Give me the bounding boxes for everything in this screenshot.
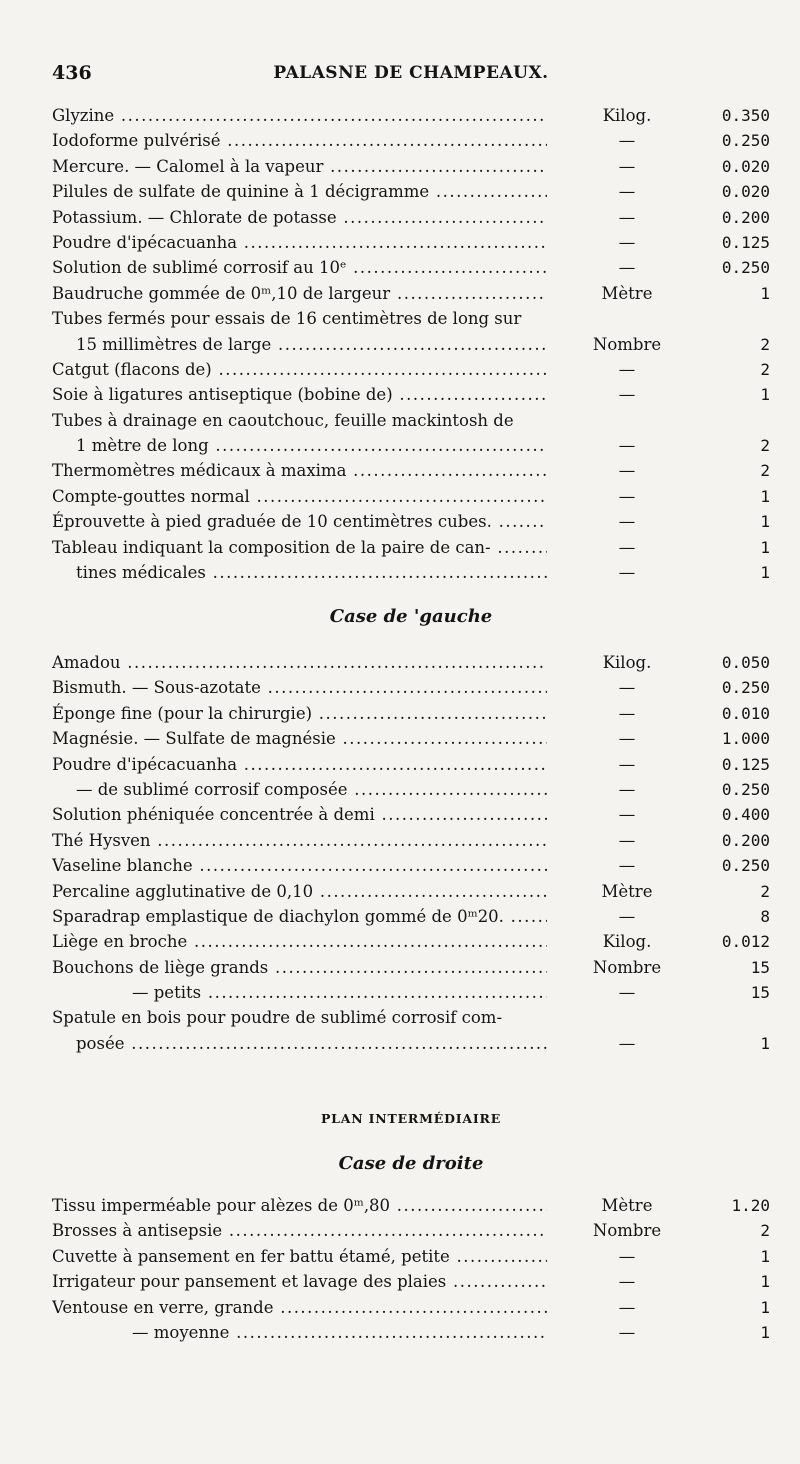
item-description xyxy=(52,853,547,878)
dot-leader xyxy=(193,856,547,875)
item-description-text: Tableau indiquant la composition de la paire de can- xyxy=(52,537,491,557)
item-description xyxy=(52,828,547,853)
item-quantity: 1 xyxy=(760,1272,770,1292)
list-item xyxy=(52,726,770,751)
item-quantity: 0.250 xyxy=(721,779,770,799)
subtitle-case-gauche: Case de 'gauche xyxy=(329,606,493,627)
item-description-text: Baudruche gommée de 0ᵐ,10 de largeur xyxy=(52,283,391,303)
dot-leader xyxy=(491,538,547,557)
dot-leader xyxy=(209,436,547,455)
list-item xyxy=(52,382,770,407)
dot-leader xyxy=(336,729,547,748)
item-unit: Nombre xyxy=(592,957,662,977)
list-item xyxy=(52,701,770,726)
item-description-text: Compte-gouttes normal xyxy=(52,486,250,506)
item-quantity: 0.125 xyxy=(721,754,770,774)
list-item xyxy=(52,1193,770,1218)
item-quantity: 15 xyxy=(750,957,770,977)
item-description-text: Magnésie. — Sulfate de magnésie xyxy=(52,729,336,749)
list-item xyxy=(52,675,770,700)
list-item xyxy=(52,306,770,331)
item-unit: — xyxy=(618,1033,636,1053)
item-description xyxy=(52,560,547,585)
item-unit: — xyxy=(618,436,636,456)
list-item xyxy=(52,255,770,280)
dot-leader xyxy=(390,1196,547,1215)
item-description-text: Brosses à antisepsie xyxy=(52,1221,223,1241)
dot-leader xyxy=(450,1247,547,1266)
item-description xyxy=(52,382,547,407)
dot-leader xyxy=(114,106,547,125)
plan-intermediaire-title: PLAN INTERMÉDIAIRE xyxy=(320,1111,502,1126)
dot-leader xyxy=(268,958,547,977)
item-unit: — xyxy=(618,805,636,825)
item-description xyxy=(52,281,547,306)
item-quantity: 0.010 xyxy=(721,703,770,723)
dot-leader xyxy=(390,284,547,303)
item-unit: — xyxy=(618,754,636,774)
item-description xyxy=(52,802,547,827)
item-description xyxy=(52,509,547,534)
item-quantity: 0.250 xyxy=(721,258,770,278)
item-description-text: Thermomètres médicaux à maxima xyxy=(52,461,347,481)
list-item xyxy=(52,955,770,980)
item-quantity: 2 xyxy=(760,461,770,481)
item-description xyxy=(52,1193,547,1218)
item-quantity: 1 xyxy=(760,1033,770,1053)
item-unit: — xyxy=(618,1322,636,1342)
item-unit: Kilog. xyxy=(602,653,652,672)
dot-leader xyxy=(151,831,547,850)
item-description-text: Bismuth. — Sous-azotate xyxy=(52,678,261,698)
item-unit: — xyxy=(618,563,636,583)
item-description-text: Pilules de sulfate de quinine à 1 décigramme xyxy=(52,182,430,202)
item-list-case-droite xyxy=(52,1193,770,1345)
list-item xyxy=(52,433,770,458)
list-item xyxy=(52,1244,770,1269)
list-item xyxy=(52,802,770,827)
item-description-text: — petits xyxy=(132,983,202,1003)
item-description-text: Spatule en bois pour poudre de sublimé corrosif com- xyxy=(52,1008,503,1028)
item-description xyxy=(52,701,547,726)
item-unit: — xyxy=(618,232,636,252)
item-description xyxy=(52,929,547,954)
list-item xyxy=(52,650,770,675)
item-unit: — xyxy=(618,258,636,278)
item-description xyxy=(52,535,547,560)
item-description-text: Glyzine xyxy=(52,106,115,125)
page-header xyxy=(52,62,770,90)
item-description xyxy=(52,205,547,230)
dot-leader xyxy=(125,1034,548,1053)
item-unit: — xyxy=(618,1246,636,1266)
item-description xyxy=(52,1244,547,1269)
item-description xyxy=(52,752,547,777)
list-item xyxy=(52,230,770,255)
list-item xyxy=(52,408,770,433)
item-quantity: 0.200 xyxy=(721,830,770,850)
item-description xyxy=(52,1295,547,1320)
list-item xyxy=(52,1218,770,1243)
dot-leader xyxy=(346,258,547,277)
item-description xyxy=(52,879,547,904)
dot-leader xyxy=(337,208,547,227)
item-description xyxy=(52,955,547,980)
item-unit: — xyxy=(618,385,636,405)
item-description-text: Bouchons de liège grands xyxy=(52,957,269,977)
item-description-text: Tissu imperméable pour alèzes de 0ᵐ,80 xyxy=(52,1196,391,1215)
item-description xyxy=(52,179,547,204)
item-quantity: 1.000 xyxy=(721,729,770,749)
item-description xyxy=(52,103,547,128)
item-description xyxy=(52,675,547,700)
item-description xyxy=(52,154,547,179)
dot-leader xyxy=(212,360,547,379)
dot-leader xyxy=(393,385,547,404)
item-description xyxy=(52,1269,547,1294)
list-item xyxy=(52,179,770,204)
dot-leader xyxy=(220,131,547,150)
item-description xyxy=(52,128,547,153)
list-item xyxy=(52,458,770,483)
item-quantity: 8 xyxy=(760,906,770,926)
dot-leader xyxy=(222,1221,547,1240)
list-item xyxy=(52,777,770,802)
dot-leader xyxy=(492,512,547,531)
item-quantity: 2 xyxy=(760,334,770,354)
item-description xyxy=(52,1005,770,1030)
list-item xyxy=(52,853,770,878)
item-quantity: 1 xyxy=(760,1246,770,1266)
item-unit: — xyxy=(618,486,636,506)
dot-leader xyxy=(273,1298,547,1317)
item-description-text: Cuvette à pansement en fer battu étamé, petite xyxy=(52,1246,450,1266)
list-item xyxy=(52,484,770,509)
item-quantity: 0.050 xyxy=(721,653,770,672)
item-unit: Nombre xyxy=(592,334,662,354)
item-unit: Kilog. xyxy=(602,106,652,125)
list-item xyxy=(52,1320,770,1345)
running-title: PALASNE DE CHAMPEAUX. xyxy=(273,63,549,83)
item-quantity: 0.400 xyxy=(721,805,770,825)
item-description-text: Sparadrap emplastique de diachylon gommé de 0ᵐ20. xyxy=(52,906,504,926)
dot-leader xyxy=(429,182,547,201)
item-description xyxy=(52,1218,547,1243)
item-description xyxy=(52,484,547,509)
item-description xyxy=(52,433,547,458)
item-description xyxy=(52,1031,547,1056)
dot-leader xyxy=(375,805,547,824)
item-description xyxy=(52,306,770,331)
item-quantity: 0.020 xyxy=(721,156,770,176)
item-description-text: Percaline agglutinative de 0,10 xyxy=(52,881,314,901)
item-quantity: 1 xyxy=(760,537,770,557)
list-item xyxy=(52,128,770,153)
dot-leader xyxy=(313,882,547,901)
item-description-text: Éprouvette à pied graduée de 10 centimètres cubes. xyxy=(52,512,492,532)
item-unit: — xyxy=(618,1297,636,1317)
item-quantity: 15 xyxy=(750,983,770,1003)
list-item xyxy=(52,205,770,230)
item-quantity: 0.020 xyxy=(721,182,770,202)
dot-leader xyxy=(346,461,547,480)
item-description xyxy=(52,255,547,280)
list-item xyxy=(52,560,770,585)
item-description-text: Solution phéniquée concentrée à demi xyxy=(52,805,375,825)
item-description-text: Éponge fine (pour la chirurgie) xyxy=(52,703,313,723)
dot-leader xyxy=(187,932,547,951)
item-quantity: 2 xyxy=(760,359,770,379)
item-description xyxy=(52,357,547,382)
list-item xyxy=(52,332,770,357)
list-item xyxy=(52,357,770,382)
item-unit: Mètre xyxy=(601,881,653,901)
item-description-text: Amadou xyxy=(52,653,121,672)
item-unit: — xyxy=(618,156,636,176)
item-description-text: Ventouse en verre, grande xyxy=(52,1297,274,1317)
list-item xyxy=(52,103,770,128)
item-quantity: 1 xyxy=(760,283,770,303)
item-quantity: 1 xyxy=(760,512,770,532)
item-description xyxy=(52,408,770,433)
item-description xyxy=(52,230,547,255)
item-description-text: — moyenne xyxy=(132,1322,230,1342)
item-quantity: 1 xyxy=(760,563,770,583)
subtitle-case-droite: Case de droite xyxy=(338,1153,484,1174)
item-unit: — xyxy=(618,856,636,876)
item-unit: — xyxy=(618,906,636,926)
dot-leader xyxy=(312,704,547,723)
dot-leader xyxy=(271,335,547,354)
list-item xyxy=(52,281,770,306)
list-item xyxy=(52,828,770,853)
item-quantity: 1 xyxy=(760,1297,770,1317)
item-description xyxy=(52,458,547,483)
item-quantity: 0.250 xyxy=(721,678,770,698)
item-unit: — xyxy=(618,779,636,799)
item-description-text: 15 millimètres de large xyxy=(76,334,272,354)
item-unit: — xyxy=(618,182,636,202)
item-unit: — xyxy=(618,983,636,1003)
list-item xyxy=(52,1269,770,1294)
item-description-text: Poudre d'ipécacuanha xyxy=(52,754,238,774)
item-unit: — xyxy=(618,537,636,557)
list-item xyxy=(52,879,770,904)
list-item xyxy=(52,1031,770,1056)
page-number: 436 xyxy=(52,62,92,84)
item-quantity: 1.20 xyxy=(731,1196,770,1215)
dot-leader xyxy=(201,983,547,1002)
item-quantity: 2 xyxy=(760,1221,770,1241)
item-description-text: Liège en broche xyxy=(52,932,188,952)
list-item xyxy=(52,929,770,954)
dot-leader xyxy=(261,678,547,697)
dot-leader xyxy=(446,1272,547,1291)
item-quantity: 0.125 xyxy=(721,232,770,252)
item-description xyxy=(52,726,547,751)
list-item xyxy=(52,535,770,560)
list-item xyxy=(52,980,770,1005)
item-description xyxy=(52,650,547,675)
item-unit: Mètre xyxy=(601,1196,653,1215)
item-unit: — xyxy=(618,461,636,481)
dot-leader xyxy=(206,563,547,582)
list-item xyxy=(52,904,770,929)
item-description-text: Catgut (flacons de) xyxy=(52,359,212,379)
item-description-text: Mercure. — Calomel à la vapeur xyxy=(52,156,324,176)
item-quantity: 1 xyxy=(760,385,770,405)
item-description-text: Vaseline blanche xyxy=(52,856,193,876)
dot-leader xyxy=(504,907,547,926)
item-description-text: Potassium. — Chlorate de potasse xyxy=(52,207,337,227)
item-unit: — xyxy=(618,359,636,379)
item-description-text: Iodoforme pulvérisé xyxy=(52,131,221,151)
item-description-text: Irrigateur pour pansement et lavage des plaies xyxy=(52,1272,447,1292)
item-unit: — xyxy=(618,830,636,850)
item-unit: Kilog. xyxy=(602,932,652,952)
item-list-case-gauche xyxy=(52,650,770,1056)
item-quantity: 0.200 xyxy=(721,207,770,227)
item-quantity: 0.250 xyxy=(721,131,770,151)
item-unit: Mètre xyxy=(601,283,653,303)
dot-leader xyxy=(237,233,547,252)
list-item xyxy=(52,154,770,179)
item-unit: — xyxy=(618,729,636,749)
item-quantity: 0.350 xyxy=(721,106,770,125)
list-item xyxy=(52,1295,770,1320)
item-quantity: 2 xyxy=(760,881,770,901)
item-description-text: Soie à ligatures antiseptique (bobine de) xyxy=(52,385,393,405)
item-list-main xyxy=(52,103,770,585)
item-description xyxy=(52,980,547,1005)
item-quantity: 0.012 xyxy=(721,932,770,952)
dot-leader xyxy=(347,780,547,799)
dot-leader xyxy=(121,653,547,672)
item-unit: — xyxy=(618,1272,636,1292)
item-unit: — xyxy=(618,512,636,532)
dot-leader xyxy=(250,487,547,506)
dot-leader xyxy=(323,157,547,176)
item-unit: — xyxy=(618,131,636,151)
item-description xyxy=(52,777,547,802)
item-unit: — xyxy=(618,207,636,227)
dot-leader xyxy=(229,1323,547,1342)
item-description-text: Thé Hysven xyxy=(52,830,151,850)
list-item xyxy=(52,1005,770,1030)
item-quantity: 1 xyxy=(760,486,770,506)
item-description-text: Solution de sublimé corrosif au 10ᵉ xyxy=(52,258,347,278)
item-description xyxy=(52,904,547,929)
item-quantity: 2 xyxy=(760,436,770,456)
item-description-text: 1 mètre de long xyxy=(76,436,209,456)
item-quantity: 0.250 xyxy=(721,856,770,876)
item-description-text: — de sublimé corrosif composée xyxy=(76,779,348,799)
item-description-text: posée xyxy=(76,1033,125,1053)
item-quantity: 1 xyxy=(760,1322,770,1342)
item-description-text: Tubes à drainage en caoutchouc, feuille mackintosh de xyxy=(52,410,514,430)
list-item xyxy=(52,509,770,534)
item-description xyxy=(52,332,547,357)
item-unit: — xyxy=(618,703,636,723)
item-description xyxy=(52,1320,547,1345)
list-item xyxy=(52,752,770,777)
item-description-text: tines médicales xyxy=(76,563,206,583)
dot-leader xyxy=(237,755,547,774)
item-unit: Nombre xyxy=(592,1221,662,1241)
item-description-text: Tubes fermés pour essais de 16 centimètres de long sur xyxy=(52,309,522,329)
item-unit: — xyxy=(618,678,636,698)
item-description-text: Poudre d'ipécacuanha xyxy=(52,232,238,252)
